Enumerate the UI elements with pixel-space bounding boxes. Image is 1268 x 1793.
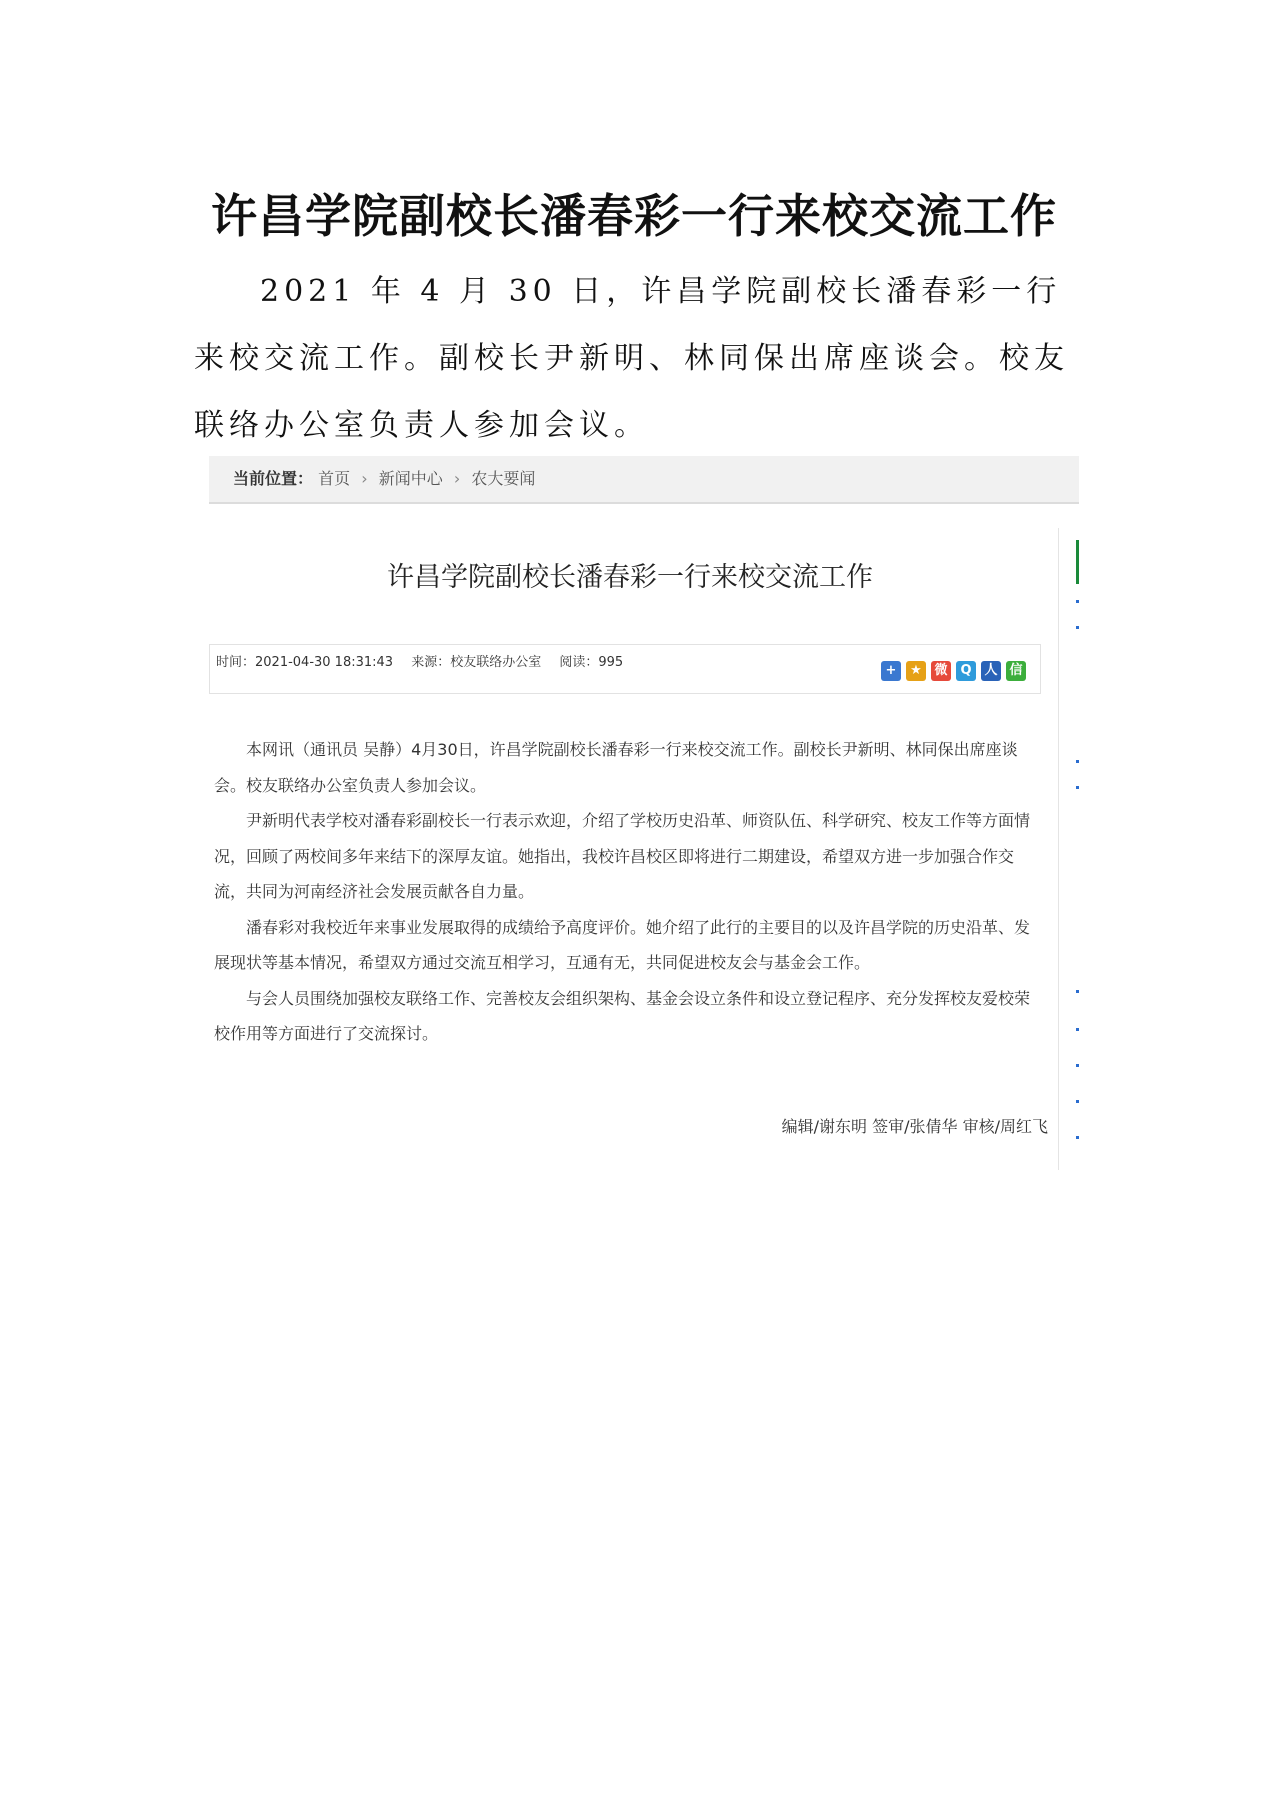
people-icon[interactable]: 人 <box>981 661 1001 681</box>
article-paragraph: 与会人员围绕加强校友联络工作、完善校友会组织架构、基金会设立条件和设立登记程序、充分发挥校友爱校荣校作用等方面进行了交流探讨。 <box>214 988 1031 1043</box>
article-body <box>214 732 1044 1052</box>
article-source: 来源：校友联络办公室 <box>411 655 542 670</box>
article-title: 许昌学院副校长潘春彩一行来校交流工作 <box>387 562 873 593</box>
plus-icon[interactable]: + <box>881 661 901 681</box>
breadcrumb-item-home[interactable]: 首页 <box>318 469 351 488</box>
sidebar-dot <box>1076 1100 1079 1103</box>
sidebar-accent-bar <box>1076 540 1079 584</box>
breadcrumb-item-university-news[interactable]: 农大要闻 <box>471 469 536 488</box>
document-lead-paragraph: 2021 年 4 月 30 日，许昌学院副校长潘春彩一行来校交流工作。副校长尹新明、林同保出席座谈会。校友联络办公室负责人参加会议。 <box>194 274 1069 443</box>
breadcrumb-item-news-center[interactable]: 新闻中心 <box>378 469 443 488</box>
breadcrumb <box>209 456 1079 504</box>
wechat-icon[interactable]: 信 <box>1006 661 1026 681</box>
breadcrumb-label: 当前位置： <box>233 469 314 488</box>
breadcrumb-separator: › <box>453 469 461 488</box>
sidebar-divider <box>1058 528 1059 1170</box>
article-paragraph: 潘春彩对我校近年来事业发展取得的成绩给予高度评价。她介绍了此行的主要目的以及许昌学院的历史沿革、发展现状等基本情况，希望双方通过交流互相学习，互通有无，共同促进校友会与基金会工作。 <box>214 917 1031 972</box>
qq-icon[interactable]: Q <box>956 661 976 681</box>
view-count: 阅读：995 <box>559 655 624 670</box>
sidebar-dot <box>1076 786 1079 789</box>
share-toolbar <box>881 661 1026 681</box>
article-paragraph: 尹新明代表学校对潘春彩副校长一行表示欢迎，介绍了学校历史沿革、师资队伍、科学研究、校友工作等方面情况，回顾了两校间多年来结下的深厚友谊。她指出，我校许昌校区即将进行二期建设，希望双方进一步加强合作交流，共同为河南经济社会发展贡献各自力量。 <box>214 811 1031 901</box>
article-screenshot <box>200 450 1080 1170</box>
sidebar-dot <box>1076 760 1079 763</box>
editor-signoff: 编辑/谢东明 签审/张倩华 审核/周红飞 <box>781 1117 1048 1136</box>
breadcrumb-separator: › <box>361 469 368 488</box>
sidebar-dot <box>1076 1028 1079 1031</box>
sidebar-dot <box>1076 1136 1079 1139</box>
article-meta-bar <box>209 644 1041 694</box>
publish-time: 时间：2021-04-30 18:31:43 <box>216 655 394 670</box>
weibo-icon[interactable]: 微 <box>931 661 951 681</box>
sidebar-dot <box>1076 626 1079 629</box>
sidebar-dot <box>1076 600 1079 603</box>
article-meta <box>216 645 637 681</box>
article-paragraph: 本网讯（通讯员 吴静）4月30日，许昌学院副校长潘春彩一行来校交流工作。副校长尹新明、林同保出席座谈会。校友联络办公室负责人参加会议。 <box>214 740 1018 795</box>
sidebar-dot <box>1076 1064 1079 1067</box>
star-icon[interactable]: ★ <box>906 661 926 681</box>
document-title: 许昌学院副校长潘春彩一行来校交流工作 <box>211 189 1057 243</box>
sidebar-dot <box>1076 990 1079 993</box>
